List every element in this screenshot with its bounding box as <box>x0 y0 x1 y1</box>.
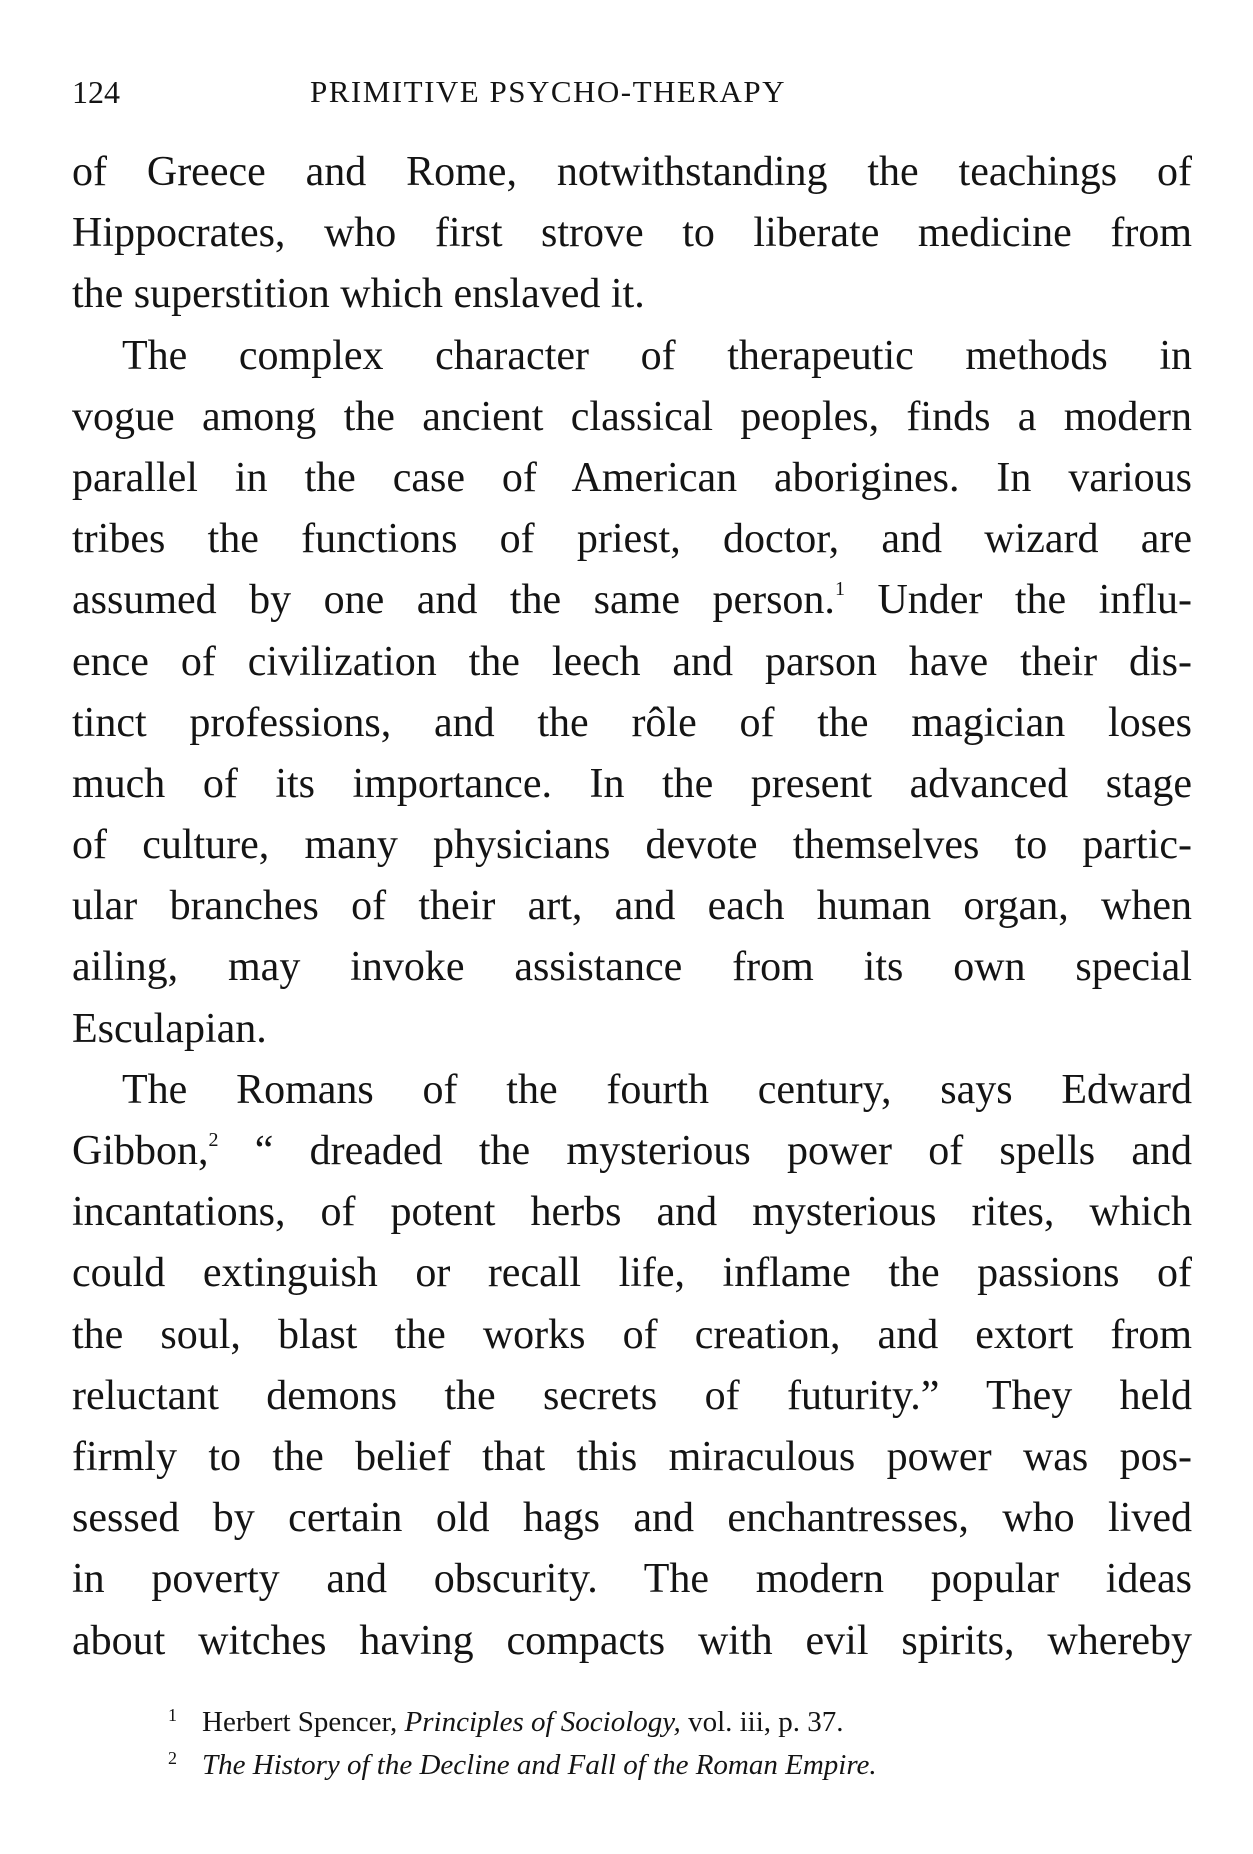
text-line: The complex character of therapeutic methods in <box>122 332 1192 379</box>
footnote-1: 1 Herbert Spencer, Principles of Sociology, vol. iii, p. 37. <box>168 1705 844 1738</box>
text-line: firmly to the belief that this miraculous power was pos- <box>72 1433 1192 1480</box>
footnote-title: Principles of Sociology, <box>404 1706 681 1738</box>
text-line: ailing, may invoke assistance from its own special <box>72 944 1192 991</box>
footnote-text <box>202 1706 844 1738</box>
text-line: ence of civilization the leech and parson have their dis- <box>72 638 1192 685</box>
text-line: vogue among the ancient classical peoples, finds a modern <box>72 393 1192 440</box>
footnote-text <box>202 1749 877 1781</box>
footnote-title: The History of the Decline and Fall of the Roman Empire. <box>202 1749 877 1781</box>
text-line: much of its importance. In the present advanced stage <box>72 760 1192 807</box>
text-line: the superstition which enslaved it. <box>72 271 645 318</box>
text-segment: Gibbon, <box>72 1128 209 1174</box>
text-segment: “ dreaded the mysterious power of spells and <box>254 1128 1192 1174</box>
body-text <box>72 142 1192 1672</box>
text-line: Esculapian. <box>72 1005 267 1052</box>
text-line: tribes the functions of priest, doctor, and wizard are <box>72 516 1192 563</box>
text-line: parallel in the case of American aborigines. In various <box>72 454 1192 501</box>
text-line: The Romans of the fourth century, says Edward <box>122 1066 1192 1113</box>
text-segment: assumed by one and the same person. <box>72 577 835 624</box>
text-line: tinct professions, and the rôle of the magician loses <box>72 699 1192 746</box>
text-line: ular branches of their art, and each human organ, when <box>72 883 1192 930</box>
text-line-with-footnote <box>72 570 1192 631</box>
text-line: about witches having compacts with evil spirits, whereby <box>72 1617 1192 1664</box>
text-line: of culture, many physicians devote themselves to partic- <box>72 822 1192 869</box>
text-line: incantations, of potent herbs and mysterious rites, which <box>72 1189 1192 1236</box>
footnote-2: 2 The History of the Decline and Fall of the Roman Empire. <box>168 1748 877 1781</box>
footnote-reference: 1 <box>834 578 845 601</box>
footnote-author: Herbert Spencer, <box>202 1706 398 1738</box>
page-number: 124 <box>72 74 120 110</box>
footnote-rest: vol. iii, p. 37. <box>688 1706 844 1738</box>
text-line: Hippocrates, who first strove to liberate medicine from <box>72 210 1192 257</box>
text-line: sessed by certain old hags and enchantresses, who lived <box>72 1495 1192 1542</box>
text-line: could extinguish or recall life, inflame the passions of <box>72 1250 1192 1297</box>
text-line: in poverty and obscurity. The modern popular ideas <box>72 1556 1192 1603</box>
footnote-reference: 2 <box>208 1129 219 1151</box>
text-line: reluctant demons the secrets of futurity.” They held <box>72 1372 1192 1419</box>
footnotes <box>168 1701 1168 1787</box>
running-head: PRIMITIVE PSYCHO-THERAPY <box>310 74 787 109</box>
page-header <box>72 68 1192 116</box>
text-line: of Greece and Rome, notwithstanding the teachings of <box>72 149 1192 195</box>
text-segment: Under the influ- <box>877 577 1192 624</box>
text-line: the soul, blast the works of creation, and extort from <box>72 1311 1192 1358</box>
text-line-with-footnote <box>72 1121 1192 1182</box>
